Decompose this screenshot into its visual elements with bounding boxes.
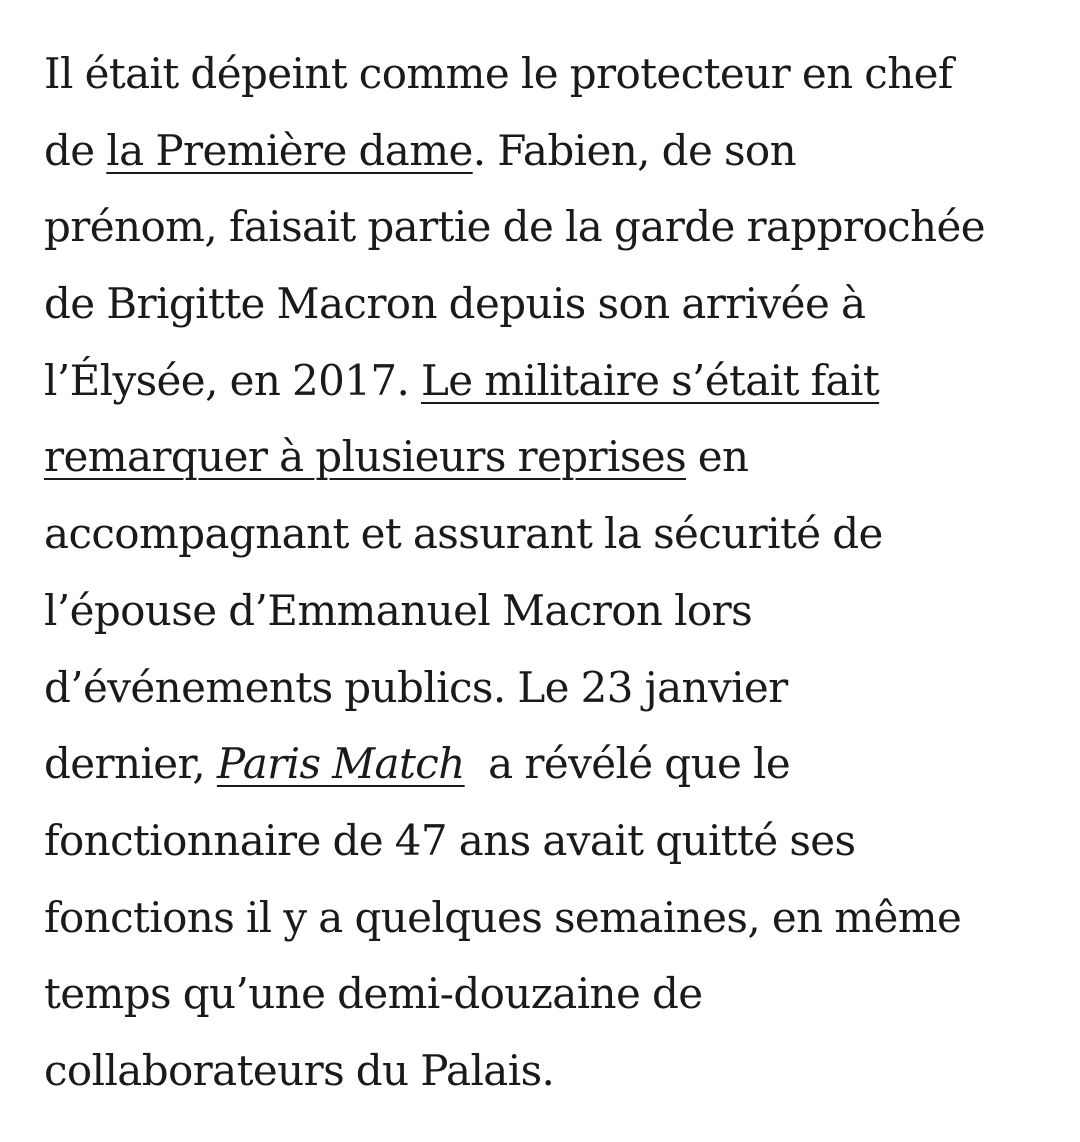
text-segment: l’Élysée, en 2017. bbox=[44, 355, 422, 405]
text-line: de Brigitte Macron depuis son arrivée à bbox=[44, 279, 866, 329]
text-line bbox=[44, 419, 1054, 496]
text-segment: de bbox=[44, 125, 107, 175]
text-line: temps qu’une demi-douzaine de bbox=[44, 969, 703, 1019]
text-line: l’épouse d’Emmanuel Macron lors bbox=[44, 585, 753, 635]
text-segment: dernier, bbox=[44, 739, 217, 789]
text-segment: a révélé que le bbox=[464, 739, 791, 789]
text-line: prénom, faisait partie de la garde rapprochée bbox=[44, 202, 986, 252]
text-line bbox=[44, 113, 1054, 190]
premiere-dame-link[interactable]: la Première dame bbox=[106, 125, 473, 175]
text-line bbox=[44, 726, 1054, 803]
text-line: fonctionnaire de 47 ans avait quitté ses bbox=[44, 815, 856, 865]
paris-match-link[interactable]: Paris Match bbox=[216, 739, 465, 789]
article-paragraph bbox=[44, 36, 1054, 1110]
text-line: collaborateurs du Palais. bbox=[44, 1045, 555, 1095]
militaire-remarque-link-continued[interactable]: remarquer à plusieurs reprises bbox=[44, 432, 687, 482]
text-line: Il était dépeint comme le protecteur en chef bbox=[44, 49, 953, 98]
text-segment: en bbox=[686, 432, 749, 482]
militaire-remarque-link[interactable]: Le militaire s’était fait bbox=[421, 355, 880, 405]
text-line: fonctions il y a quelques semaines, en même bbox=[44, 892, 962, 942]
text-segment: . Fabien, de son bbox=[472, 125, 797, 175]
text-line: d’événements publics. Le 23 janvier bbox=[44, 662, 788, 712]
text-line: accompagnant et assurant la sécurité de bbox=[44, 509, 883, 559]
text-line bbox=[44, 343, 1054, 420]
